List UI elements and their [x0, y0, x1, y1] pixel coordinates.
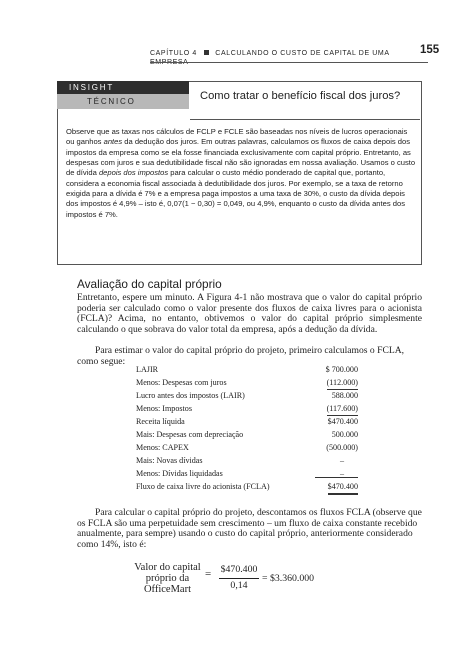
- row-value: –: [339, 469, 344, 478]
- table-row: [136, 481, 358, 493]
- running-header: [150, 48, 415, 66]
- row-value: 588.000: [331, 391, 358, 400]
- table-row: [136, 416, 358, 428]
- row-value: (112.000): [327, 377, 358, 390]
- formula-label-line: OfficeMart: [143, 583, 192, 595]
- chapter-title: CALCULANDO O CUSTO DE CAPITAL DE UMA EMPRESA: [150, 50, 390, 66]
- paragraph: Entretanto, espere um minuto. A Figura 4-1 não mostrava que o valor do capital próprio poderia ser calculado como o valor presente dos fluxos de caixa livres para o acionista (FCLA)? Acima, no entanto, obtivemos o valor do capital próprio simplesmente calculando o que sobrava do valor total da empresa, após a dedução da dívida.: [77, 292, 422, 335]
- row-label: Menos: Impostos: [136, 404, 192, 413]
- table-row: [136, 364, 358, 376]
- row-value: $470.400: [327, 417, 358, 426]
- paragraph: Para estimar o valor do capital próprio do projeto, primeiro calculamos o FCLA, como segue:: [77, 345, 405, 367]
- table-row: [136, 442, 358, 454]
- fraction-bar: [219, 578, 259, 579]
- row-label: Fluxo de caixa livre do acionista (FCLA): [136, 482, 270, 491]
- insight-body-text: Observe que as taxas nos cálculos de FCLP e FCLE são baseadas nos níveis de lucros operacionais ou ganhos: [66, 127, 408, 147]
- formula-label-line: próprio da: [145, 572, 190, 584]
- row-label: Menos: Dívidas liquidadas: [136, 469, 223, 478]
- table-row: [136, 429, 358, 441]
- insight-title: Como tratar o benefício fiscal dos juros?: [200, 90, 401, 102]
- row-label: Menos: CAPEX: [136, 443, 189, 452]
- table-row: [136, 377, 358, 389]
- formula-numerator: $470.400: [220, 564, 258, 575]
- row-label: Receita líquida: [136, 417, 185, 426]
- row-value: $470.400: [328, 481, 358, 495]
- insight-body-emphasis: depois dos impostos: [98, 168, 169, 178]
- row-value: (117.600): [327, 403, 358, 416]
- row-label: Menos: Despesas com juros: [136, 378, 227, 387]
- insight-body-emphasis: antes: [103, 137, 123, 147]
- formula-label: [120, 563, 215, 595]
- row-value: 500.000: [331, 430, 358, 439]
- table-row: [136, 455, 358, 467]
- separator-square-icon: [204, 50, 209, 55]
- formula-equals: =: [205, 568, 212, 580]
- row-value: –: [339, 456, 344, 465]
- table-row: [136, 390, 358, 402]
- row-label: Mais: Novas dívidas: [136, 456, 203, 465]
- insight-tab-label: INSIGHT: [57, 81, 189, 94]
- section-heading: Avaliação do capital próprio: [77, 277, 222, 291]
- row-label: Mais: Despesas com depreciação: [136, 430, 244, 439]
- formula-result: = $3.360.000: [262, 573, 315, 584]
- paragraph: Para calcular o capital próprio do projeto, descontamos os fluxos FCLA (observe que os FCLA são uma perpetuidade sem crescimento – um fluxo de caixa constante recebido anualmente, para sempre) usando o custo do capital próprio, anteriormente considerado como 14%, isto é:: [77, 507, 422, 550]
- table-row: [136, 403, 358, 415]
- table-rule: [315, 477, 358, 478]
- header-rule: [150, 62, 428, 63]
- row-label: LAJIR: [136, 365, 159, 374]
- row-label: Lucro antes dos impostos (LAIR): [136, 391, 245, 400]
- table-row: [136, 468, 358, 480]
- page-number: 155: [420, 44, 440, 56]
- insight-body: [66, 127, 416, 220]
- insight-tab-sublabel: TÉCNICO: [57, 94, 189, 109]
- formula-denominator: 0,14: [230, 580, 248, 591]
- insight-title-rule: [190, 119, 420, 120]
- row-value: (500.000): [326, 443, 358, 452]
- chapter-label: CAPÍTULO 4: [150, 50, 197, 57]
- insight-body-text: da dedução dos juros. Em outras palavras, calculamos os fluxos de caixa depois dos impostos da empresa como se ela fosse financiada exclusivamente com capital próprio. Entretanto, as despesas com juros e sua dedutibilidade fiscal não são ignoradas em nossa avaliação. Usamos o custo de dívida: [66, 137, 416, 178]
- insight-body-text: para calcular o custo médio ponderado de capital que, portanto, considera a economia fiscal associada à dedutibilidade dos juros. Por exemplo, se a taxa de retorno exigida para a dívida é 7% e a empresa paga impostos a uma taxa de 30%, o custo da dívida depois dos impostos é 4,9% – isto é, 0,07(1 − 0,30) = 0,049, ou 4,9%, enquanto o custo da dívida antes dos impostos é 7%.: [66, 168, 405, 219]
- formula-label-line: Valor do capital: [134, 562, 201, 573]
- row-value: $ 700.000: [325, 365, 358, 374]
